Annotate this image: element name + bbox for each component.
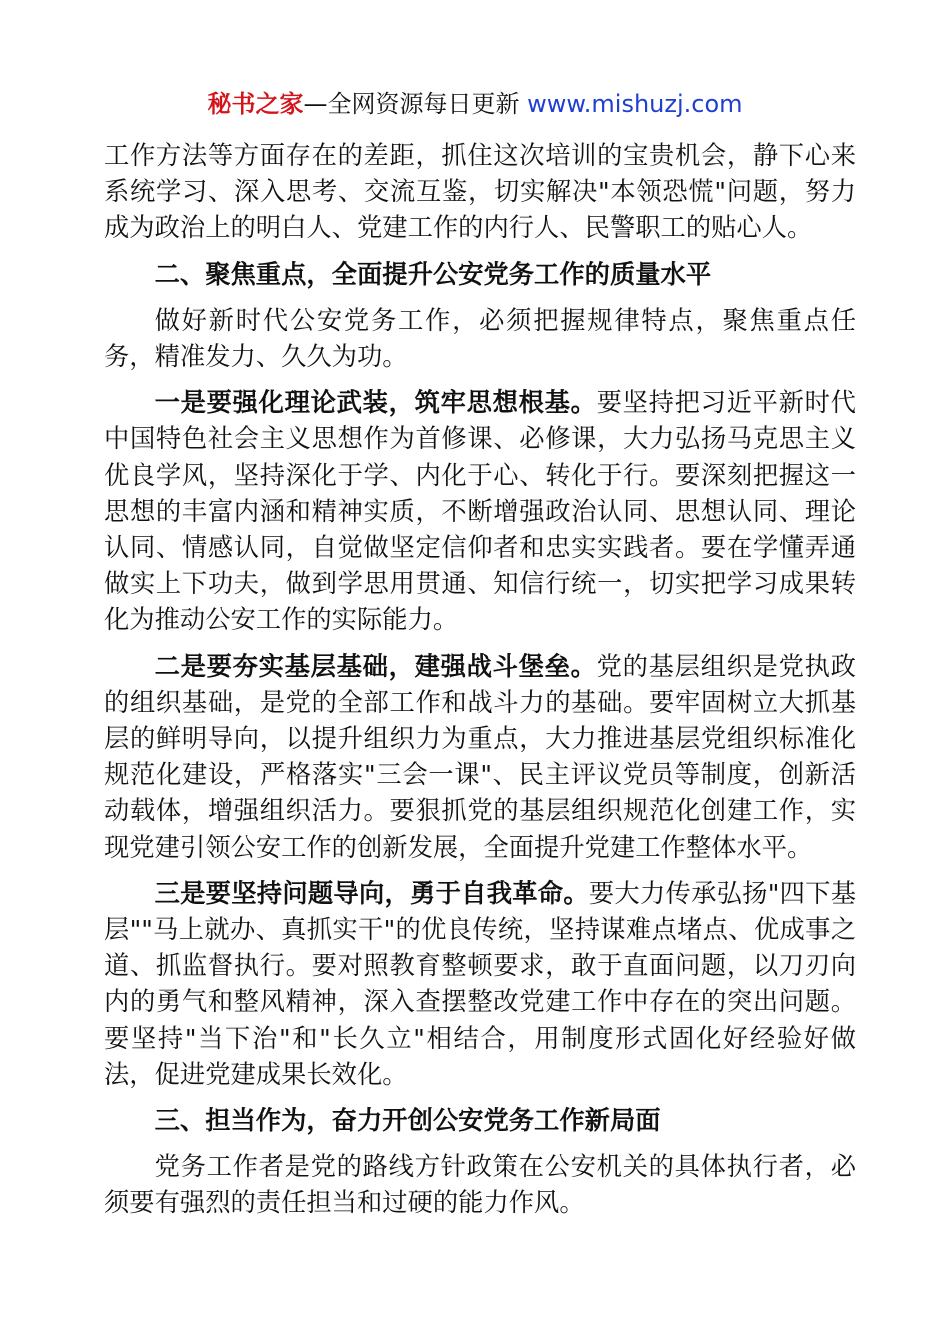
site-url-link[interactable]: www.mishuzj.com <box>527 90 743 118</box>
point-3-body: 要大力传承弘扬"四下基层""马上就办、真抓实干"的优良传统，坚持谋难点堵点、优成事之道、抓监督执行。要对照教育整顿要求，敢于直面问题，以刀刃向内的勇气和整风精神，深入查摆整改党建工作中存在的突出问题。要坚持"当下治"和"长久立"相结合，用制度形式固化好经验好做法，促进党建成果长效化。 <box>104 878 856 1089</box>
paragraph-point-3 <box>104 876 856 1093</box>
section-heading-3: 三、担当作为，奋力开创公安党务工作新局面 <box>154 1106 661 1136</box>
point-1-lead: 一是要强化理论武装，筑牢思想根基。 <box>154 388 597 418</box>
paragraph-point-2 <box>104 649 856 866</box>
paragraph-section2-intro: 做好新时代公安党务工作，必须把握规律特点，聚焦重点任务，精准发力、久久为功。 <box>104 305 856 372</box>
site-tagline: —全网资源每日更新 <box>303 90 520 118</box>
section-heading-2: 二、聚焦重点，全面提升公安党务工作的质量水平 <box>154 259 712 289</box>
point-2-body: 党的基层组织是党执政的组织基础，是党的全部工作和战斗力的基础。要牢固树立大抓基层的鲜明导向，以提升组织力为重点，大力推进基层党组织标准化规范化建设，严格落实"三会一课"、民主评议党员等制度，创新活动载体，增强组织活力。要狠抓党的基层组织规范化创建工作，实现党建引领公安工作的创新发展，全面提升党建工作整体水平。 <box>104 651 856 862</box>
point-3-lead: 三是要坚持问题导向，勇于自我革命。 <box>154 878 589 908</box>
document-body <box>104 138 856 1232</box>
site-header <box>0 88 950 120</box>
point-2-lead: 二是要夯实基层基础，建强战斗堡垒。 <box>154 651 597 681</box>
point-1-body: 要坚持把习近平新时代中国特色社会主义思想作为首修课、必修课，大力弘扬马克思主义优良学风，坚持深化于学、内化于心、转化于行。要深刻把握这一思想的丰富内涵和精神实质，不断增强政治认同、思想认同、理论认同、情感认同，自觉做坚定信仰者和忠实实践者。要在学懂弄通做实上下功夫，做到学思用贯通、知信行统一，切实把学习成果转化为推动公安工作的实际能力。 <box>104 388 856 635</box>
paragraph-point-1 <box>104 385 856 638</box>
paragraph-section3-intro: 党务工作者是党的路线方针政策在公安机关的具体执行者，必须要有强烈的责任担当和过硬的能力作风。 <box>104 1152 856 1218</box>
site-brand: 秘书之家 <box>207 90 304 118</box>
paragraph-continuation: 工作方法等方面存在的差距，抓住这次培训的宝贵机会，静下心来系统学习、深入思考、交流互鉴，切实解决"本领恐慌"问题，努力成为政治上的明白人、党建工作的内行人、民警职工的贴心人。 <box>104 141 856 243</box>
